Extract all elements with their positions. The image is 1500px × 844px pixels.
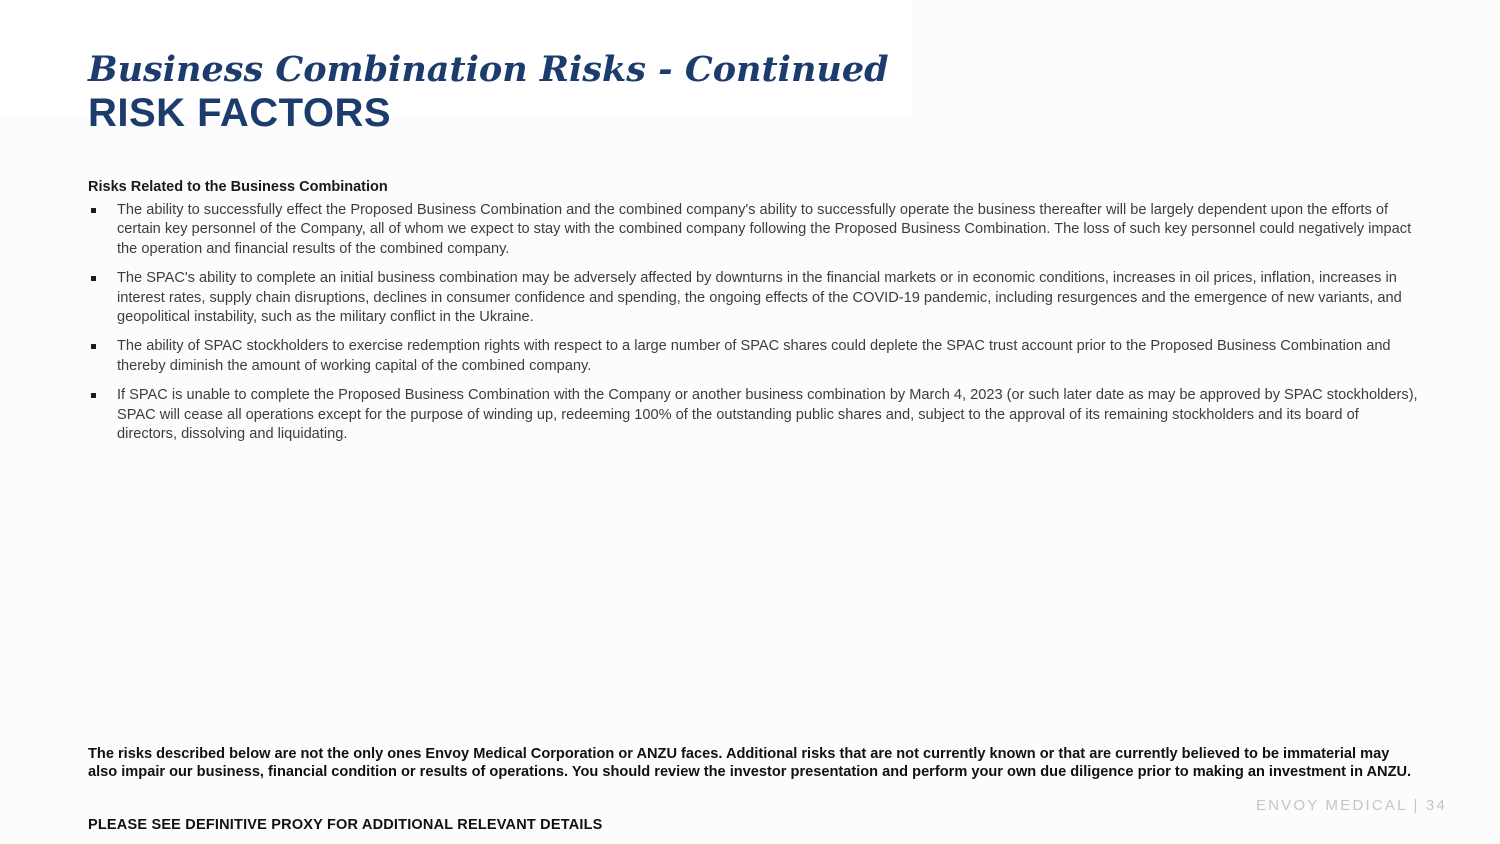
risk-bullet-item (88, 386, 1418, 444)
bullet-square-icon (91, 208, 96, 213)
bullet-square-icon (91, 393, 96, 398)
bullet-square-icon (91, 344, 96, 349)
bullet-square-icon (91, 276, 96, 281)
risks-section (88, 178, 1418, 454)
risks-section-heading: Risks Related to the Business Combination (88, 179, 388, 195)
brand-page-label: ENVOY MEDICAL | 34 (1255, 797, 1447, 814)
slide-title: RISK FACTORS (88, 91, 392, 135)
risk-bullet-text: The ability of SPAC stockholders to exercise redemption rights with respect to a large number of SPAC shares could deplete the SPAC trust account prior to the Proposed Business Combination and thereby diminish the amount of working capital of the combined company. (117, 338, 1391, 374)
slide-subtitle: Business Combination Risks - Continued (88, 49, 889, 90)
risk-bullet-text: The ability to successfully effect the Proposed Business Combination and the combined company's ability to successfully operate the business thereafter will be largely dependent upon the efforts of certain key personnel of the Company, all of whom we expect to stay with the combined company following the Proposed Business Combination. The loss of such key personnel could negatively impact the operation and financial results of the combined company. (117, 202, 1412, 257)
title-block (88, 50, 889, 136)
risk-bullet-item (88, 269, 1418, 327)
proxy-note-text: PLEASE SEE DEFINITIVE PROXY FOR ADDITIONAL RELEVANT DETAILS (88, 817, 603, 833)
risk-bullet-text: If SPAC is unable to complete the Proposed Business Combination with the Company or another business combination by March 4, 2023 (or such later date as may be approved by SPAC stockholders), SPAC will cease all operations except for the purpose of winding up, redeeming 100% of the outstanding public shares and, subject to the approval of its remaining stockholders and its board of directors, dissolving and liquidating. (117, 387, 1418, 443)
risk-bullet-text: The SPAC's ability to complete an initial business combination may be adversely affected by downturns in the financial markets or in economic conditions, increases in oil prices, inflation, increases in interest rates, supply chain disruptions, declines in consumer confidence and spending, the ongoing effects of the COVID-19 pandemic, including resurgences and the emergence of new variants, and geopolitical instability, such as the military conflict in the Ukraine. (117, 270, 1402, 326)
risk-bullet-item (88, 201, 1418, 259)
risk-list (88, 201, 1418, 444)
bottom-disclaimer-text: The risks described below are not the only ones Envoy Medical Corporation or ANZU faces. Additional risks that are not currently known or that are currently believed to be immaterial may also impair our business, financial condition or results of operations. You should review the investor presentation and perform your own due diligence prior to making an investment in ANZU. (88, 746, 1412, 780)
risk-bullet-item (88, 337, 1418, 376)
